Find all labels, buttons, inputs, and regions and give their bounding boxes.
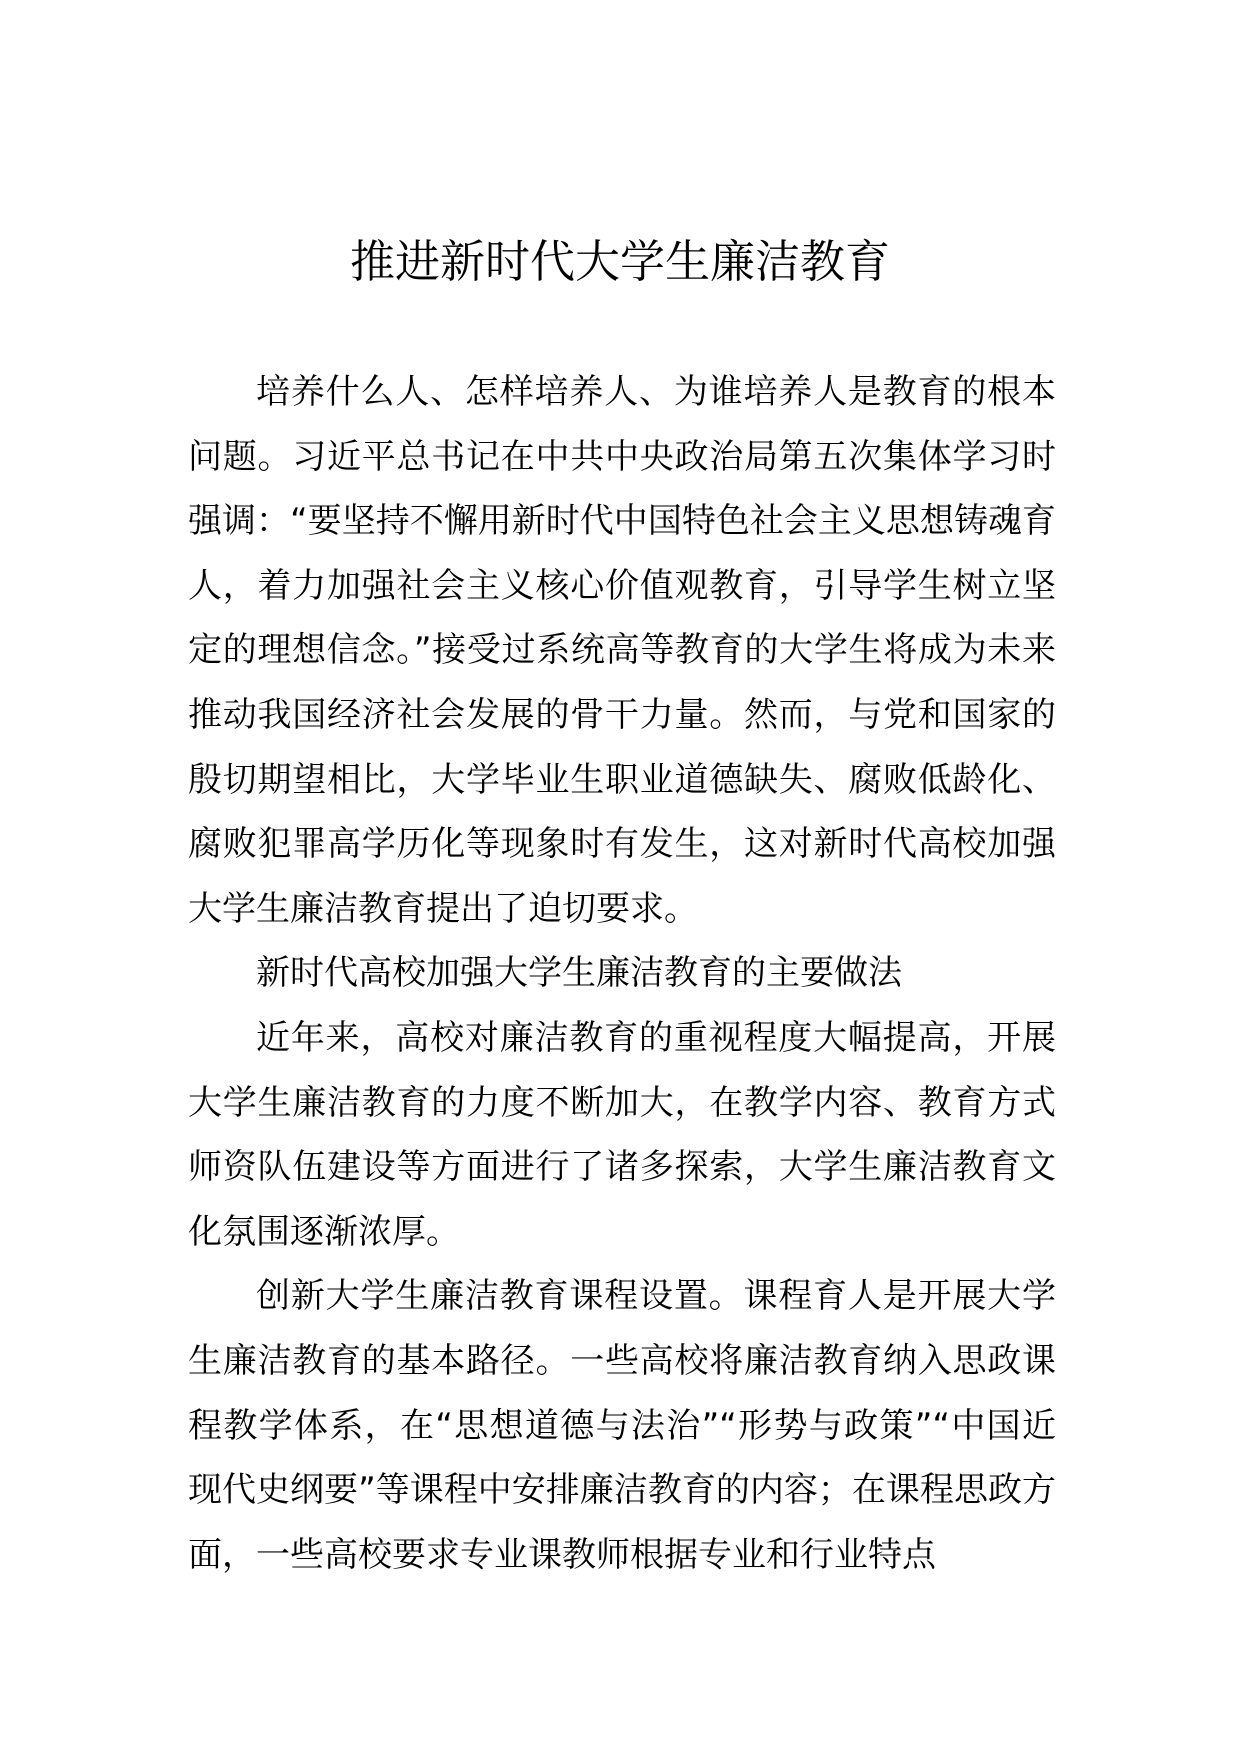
paragraph-intro: 培养什么人、怎样培养人、为谁培养人是教育的根本问题。习近平总书记在中共中央政治局第五次集体学习时强调：“要坚持不懈用新时代中国特色社会主义思想铸魂育人，着力加强社会主义核心价值观教育，引导学生树立坚定的理想信念。”接受过系统高等教育的大学生将成为未来推动我国经济社会发展的骨干力量。然而，与党和国家的殷切期望相比，大学毕业生职业道德缺失、腐败低龄化、腐败犯罪高学历化等现象时有发生，这对新时代高校加强大学生廉洁教育提出了迫切要求。 [188,372,1056,929]
section-heading: 新时代高校加强大学生廉洁教育的主要做法 [256,953,902,994]
document-title: 推进新时代大学生廉洁教育 [349,235,890,288]
paragraph-recent-years: 近年来，高校对廉洁教育的重视程度大幅提高，开展大学生廉洁教育的力度不断加大，在教学内容、教育方式师资队伍建设等方面进行了诸多探索，大学生廉洁教育文化氛围逐渐浓厚。 [188,1017,1056,1252]
document-body [188,360,1056,1587]
paragraph-curriculum: 创新大学生廉洁教育课程设置。课程育人是开展大学生廉洁教育的基本路径。一些高校将廉洁教育纳入思政课程教学体系，在“思想道德与法治”“形势与政策”“中国近现代史纲要”等课程中安排廉洁教育的内容；在课程思政方面，一些高校要求专业课教师根据专业和行业特点 [188,1276,1056,1575]
